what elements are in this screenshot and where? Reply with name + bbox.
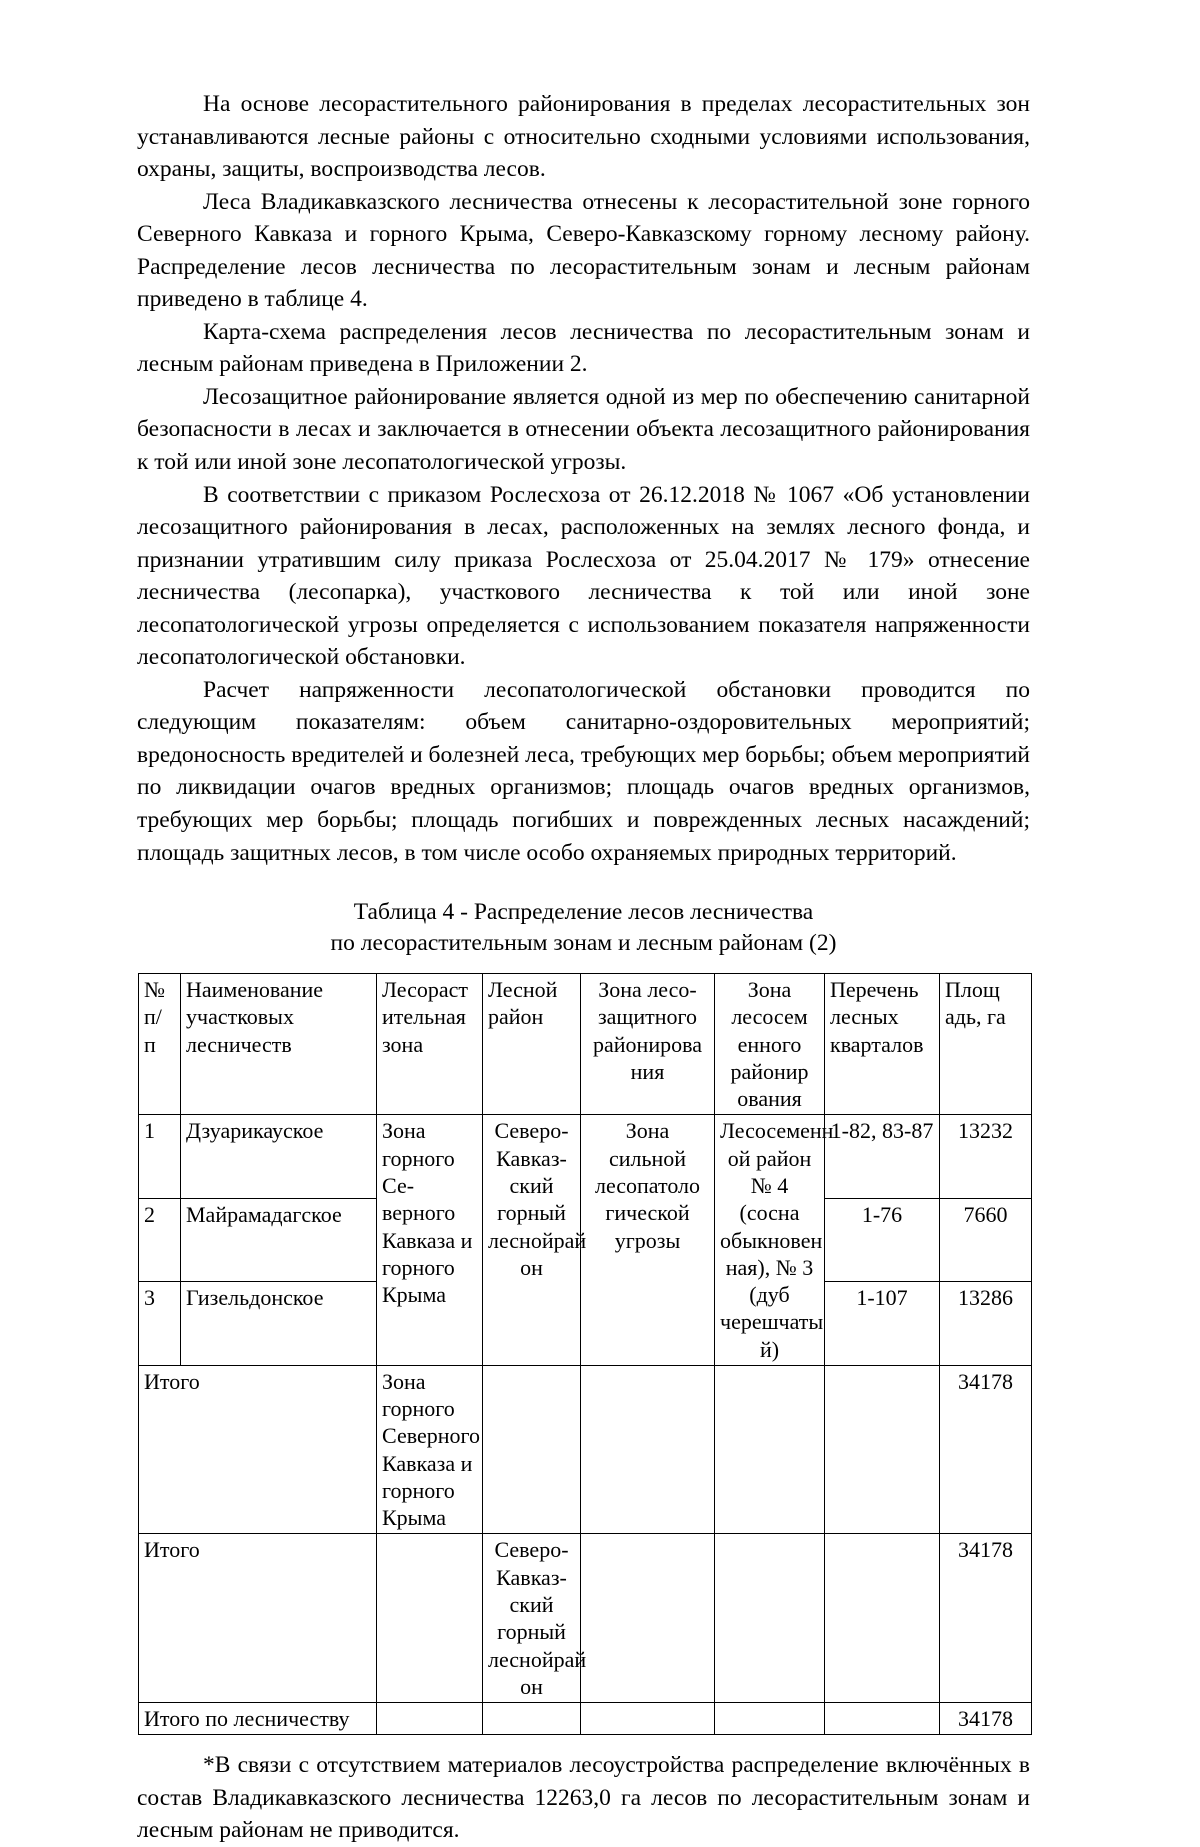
header-cell-quarters: Перечень лесных кварталов — [825, 974, 940, 1115]
table-caption-line-2: по лесорастительным зонам и лесным районам (2) — [330, 930, 837, 957]
paragraph-2: Леса Владикавказского лесничества отнесены к лесорастительной зоне горного Северного Кавказа и горного Крыма, Северо-Кавказскому горному лесному району. Распределение лесов лесничества по лесорастительным зонам и лесным районам приведено в таблице 4. — [137, 188, 1030, 313]
cell-total1-region — [483, 1365, 581, 1534]
table-caption-line-1: Таблица 4 - Распределение лесов лесничества — [353, 899, 814, 926]
cell-total3-label: Итого по лесничеству — [139, 1703, 377, 1735]
table-row — [139, 1115, 1032, 1198]
header-cell-seed: Зона лесосем енного районир ования — [715, 974, 825, 1115]
cell-row2-area: 7660 — [940, 1198, 1032, 1281]
cell-row1-area: 13232 — [940, 1115, 1032, 1198]
cell-protection-merged: Зона сильной лесопатоло гической угрозы — [581, 1115, 715, 1365]
header-cell-num — [139, 974, 181, 1115]
cell-row3-quarters: 1-107 — [825, 1282, 940, 1365]
table-header-row — [139, 974, 1032, 1115]
table-total-row — [139, 1365, 1032, 1534]
cell-total2-quarters — [825, 1534, 940, 1703]
cell-total3-zone — [377, 1703, 483, 1735]
paragraph-1: На основе лесорастительного районирования в пределах лесорастительных зон устанавливаются лесные районы с относительно сходными условиями использования, охраны, защиты, воспроизводства лесов. — [137, 91, 1030, 183]
cell-total1-label: Итого — [139, 1365, 377, 1534]
cell-total3-seed — [715, 1703, 825, 1735]
cell-row1-quarters: 1-82, 83-87 — [825, 1115, 940, 1198]
cell-total3-protection — [581, 1703, 715, 1735]
table-caption — [137, 897, 1030, 959]
paragraph-5: В соответствии с приказом Рослесхоза от 26.12.2018 № 1067 «Об установлении лесозащитного районирования в лесах, расположенных на землях лесного фонда, и признании утратившим силу приказа Рослесхоза от 25.04.2017 № 179» отнесение лесничества (лесопарка), участкового лесничества к той или иной зоне лесопатологической угрозы определяется с использованием показателя напряженности лесопатологической обстановки. — [137, 481, 1030, 671]
cell-row2-name: Майрамадагское — [181, 1198, 377, 1281]
cell-total2-seed — [715, 1534, 825, 1703]
cell-total3-area: 34178 — [940, 1703, 1032, 1735]
cell-row2-quarters: 1-76 — [825, 1198, 940, 1281]
cell-total2-region: Северо- Кавказ-ский горный леснойрай он — [483, 1534, 581, 1703]
table-total-row — [139, 1534, 1032, 1703]
table-grand-total-row — [139, 1703, 1032, 1735]
cell-total1-zone: Зона горного Северного Кавказа и горного Крыма — [377, 1365, 483, 1534]
cell-total1-protection — [581, 1365, 715, 1534]
paragraph-4: Лесозащитное районирование является одной из мер по обеспечению санитарной безопасности в лесах и заключается в отнесении объекта лесозащитного районирования к той или иной зоне лесопатологической угрозы. — [137, 383, 1030, 476]
cell-row1-num: 1 — [139, 1115, 181, 1198]
header-num-line-2: п/ — [144, 1004, 162, 1030]
header-cell-zone: Лесораст ительная зона — [377, 974, 483, 1115]
header-num-line-1: № — [144, 977, 165, 1003]
cell-region-merged: Северо- Кавказ- ский горный леснойрай он — [483, 1115, 581, 1365]
distribution-table — [138, 973, 1032, 1735]
header-cell-area: Площ адь, га — [940, 974, 1032, 1115]
table-footnote: *В связи с отсутствием материалов лесоустройства распределение включённых в состав Владикавказского лесничества 12263,0 га лесов по лесорастительным зонам и лесным районам не приводится. — [137, 1752, 1030, 1844]
cell-zone-merged: Зона горного Се- верного Кавказа и горного Крыма — [377, 1115, 483, 1365]
paragraph-6: Расчет напряженности лесопатологической обстановки проводится по следующим показателям: объем санитарно-оздоровительных мероприятий; вредоносность вредителей и болезней леса, требующих мер борьбы; объем мероприятий по ликвидации очагов вредных организмов; площадь очагов вредных организмов, требующих мер борьбы; площадь погибших и поврежденных лесных насаждений; площадь защитных лесов, в том числе особо охраняемых природных территорий. — [137, 676, 1030, 866]
cell-row3-area: 13286 — [940, 1282, 1032, 1365]
cell-seed-merged: Лесосеменн ой район № 4 (сосна обыкновен ная), № 3 (дуб черешчаты й) — [715, 1115, 825, 1365]
header-cell-region: Лесной район — [483, 974, 581, 1115]
cell-total2-area: 34178 — [940, 1534, 1032, 1703]
paragraph-3: Карта-схема распределения лесов лесничества по лесорастительным зонам и лесным районам приведена в Приложении 2. — [137, 318, 1030, 378]
cell-total1-area: 34178 — [940, 1365, 1032, 1534]
cell-row3-name: Гизельдонское — [181, 1282, 377, 1365]
cell-total2-protection — [581, 1534, 715, 1703]
cell-row1-name: Дзуарикауское — [181, 1115, 377, 1198]
header-cell-protection: Зона лесо- защитного районирова ния — [581, 974, 715, 1115]
cell-total3-quarters — [825, 1703, 940, 1735]
cell-total3-region — [483, 1703, 581, 1735]
cell-total2-zone — [377, 1534, 483, 1703]
cell-total2-label: Итого — [139, 1534, 377, 1703]
cell-row2-num: 2 — [139, 1198, 181, 1281]
cell-total1-seed — [715, 1365, 825, 1534]
header-cell-name: Наименование участковых лесничеств — [181, 974, 377, 1115]
cell-total1-quarters — [825, 1365, 940, 1534]
header-num-line-3: п — [144, 1031, 156, 1057]
cell-row3-num: 3 — [139, 1282, 181, 1365]
